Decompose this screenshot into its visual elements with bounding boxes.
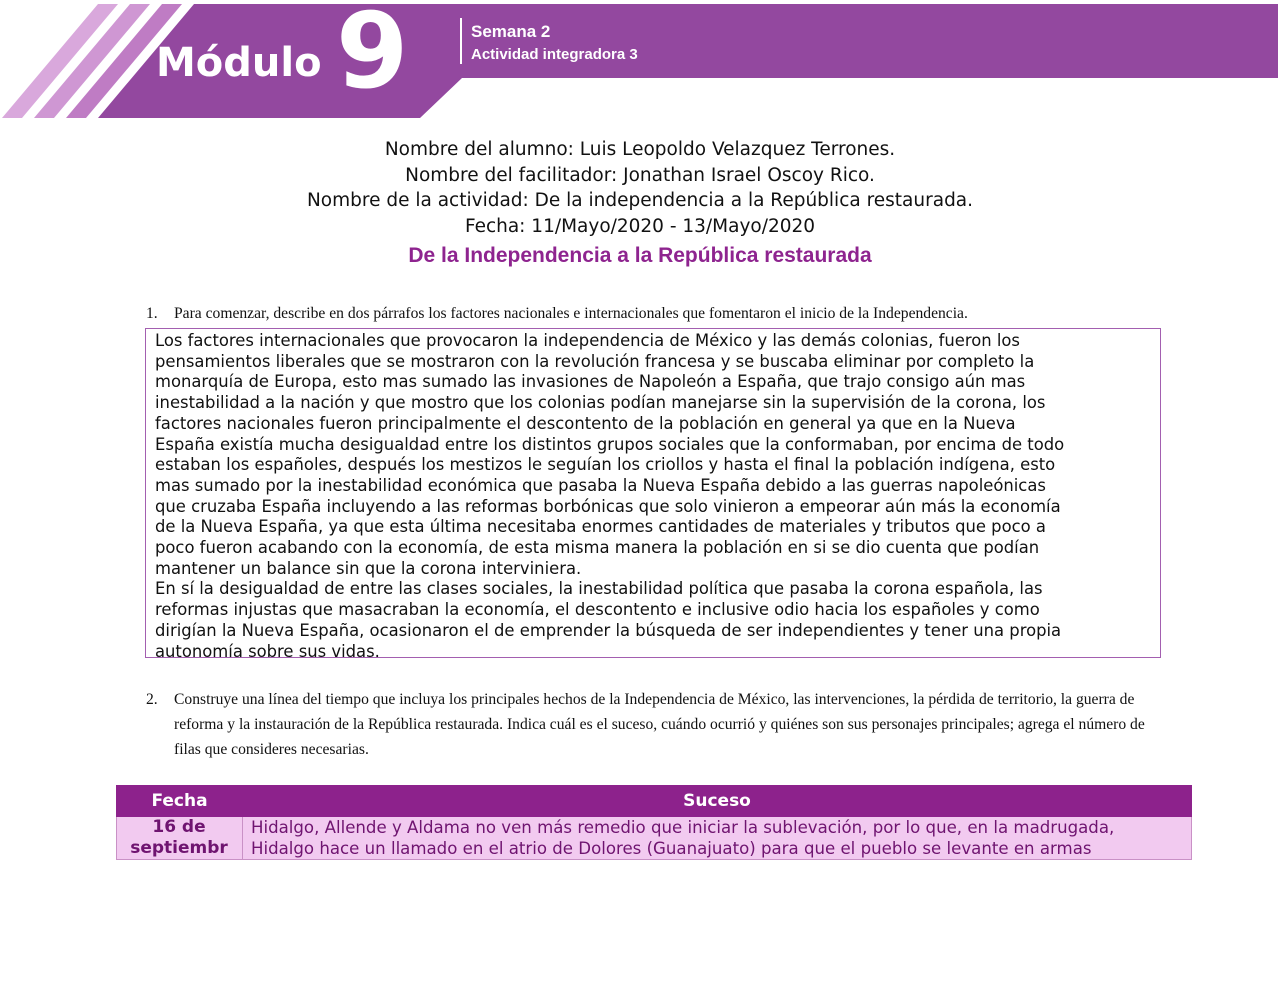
activity-label: Actividad integradora 3 — [471, 46, 638, 63]
answer-line: reformas injustas que masacraban la economía, el descontento e inclusive odio hacia los españoles y como — [155, 600, 1040, 620]
week-label: Semana 2 — [471, 22, 551, 41]
date-line: 16 de — [152, 817, 206, 837]
column-header-date: Fecha — [117, 786, 243, 817]
question-text: Para comenzar, describe en dos párrafos los factores nacionales e internacionales que fomentaron el inicio de la Independencia. — [174, 305, 968, 322]
answer-paragraph-2 — [155, 579, 1152, 662]
activity-name: Nombre de la actividad: De la independencia a la República restaurada. — [306, 190, 974, 211]
timeline-table — [116, 785, 1192, 860]
answer-line: de la Nueva España, ya que esta última necesitaba enormes cantidades de materiales y tributos que poco a — [155, 517, 1046, 537]
module-label: Módulo — [156, 40, 322, 86]
event-line: Hidalgo hace un llamado en el atrio de Dolores (Guanajuato) para que el pueblo se levante en armas — [251, 839, 1092, 858]
student-name: Nombre del alumno: Luis Leopoldo Velazquez Terrones. — [384, 139, 896, 160]
answer-line: autonomía sobre sus vidas. — [155, 641, 380, 661]
header-divider — [460, 18, 462, 64]
question-number: 2. — [146, 691, 158, 708]
answer-line: mantener un balance sin que la corona interviniera. — [155, 558, 582, 578]
answer-line: dirigían la Nueva España, ocasionaron el de emprender la búsqueda de ser independientes y tener una propia — [155, 620, 1062, 640]
module-number: 9 — [336, 0, 409, 112]
answer-line: inestabilidad a la nación y que mostro que los colonias podían manejarse sin la supervisión de la corona, los — [155, 393, 1046, 413]
event-cell[interactable] — [243, 817, 1192, 860]
answer-line: factores nacionales fueron principalmente el descontento de la población en general ya que en la Nueva — [155, 413, 1016, 433]
module-banner — [0, 0, 1280, 120]
answer-line: España existía mucha desigualdad entre los distintos grupos sociales que la conformaban, por encima de todo — [155, 434, 1065, 454]
answer-line: monarquía de Europa, esto mas sumado las invasiones de Napoleón a España, que trajo consigo aún mas — [155, 372, 1026, 392]
document-title: De la Independencia a la República restaurada — [408, 244, 872, 267]
question-text: Construye una línea del tiempo que incluya los principales hechos de la Independencia de México, las intervenciones, la pérdida de territorio, la guerra de reforma y la instauración de la República restaurada. Indica cuál es el suceso, cuándo ocurrió y quiénes son sus personajes principales; agrega el número de filas que consideres necesarias. — [174, 691, 1145, 758]
table-row — [117, 817, 1192, 860]
answer-text-box[interactable] — [145, 328, 1161, 661]
date-line: septiembr — [130, 838, 228, 858]
answer-line: que cruzaba España incluyendo a las reformas borbónicas que solo vinieron a empeorar aún más la economía — [155, 496, 1061, 516]
answer-paragraph-1 — [155, 331, 1152, 579]
answer-line: pensamientos liberales que se mostraron con la revolución francesa y se buscaba eliminar por completo la — [155, 351, 1035, 371]
facilitator-name: Nombre del facilitador: Jonathan Israel Oscoy Rico. — [405, 164, 875, 186]
activity-date: Fecha: 11/Mayo/2020 - 13/Mayo/2020 — [464, 215, 816, 237]
answer-line: estaban los españoles, después los mestizos le seguían los criollos y hasta el final la población indígena, esto — [155, 455, 1056, 475]
event-line: Hidalgo, Allende y Aldama no ven más remedio que iniciar la sublevación, por lo que, en la madrugada, — [251, 818, 1115, 837]
column-header-event: Suceso — [243, 786, 1192, 817]
answer-line: En sí la desigualdad de entre las clases sociales, la inestabilidad política que pasaba la corona española, las — [155, 579, 1043, 599]
question-number: 1. — [146, 305, 158, 322]
student-info-block — [0, 137, 1280, 239]
answer-line: mas sumado por la inestabilidad económica que pasaba la Nueva España debido a las guerras napoleónicas — [155, 475, 1046, 495]
table-header-row — [117, 786, 1192, 817]
answer-line: Los factores internacionales que provocaron la independencia de México y las demás colonias, fueron los — [155, 331, 1020, 350]
answer-line: poco fueron acabando con la economía, de esta misma manera la población en si se dio cuenta que podían — [155, 538, 1040, 558]
date-cell[interactable] — [117, 817, 243, 860]
